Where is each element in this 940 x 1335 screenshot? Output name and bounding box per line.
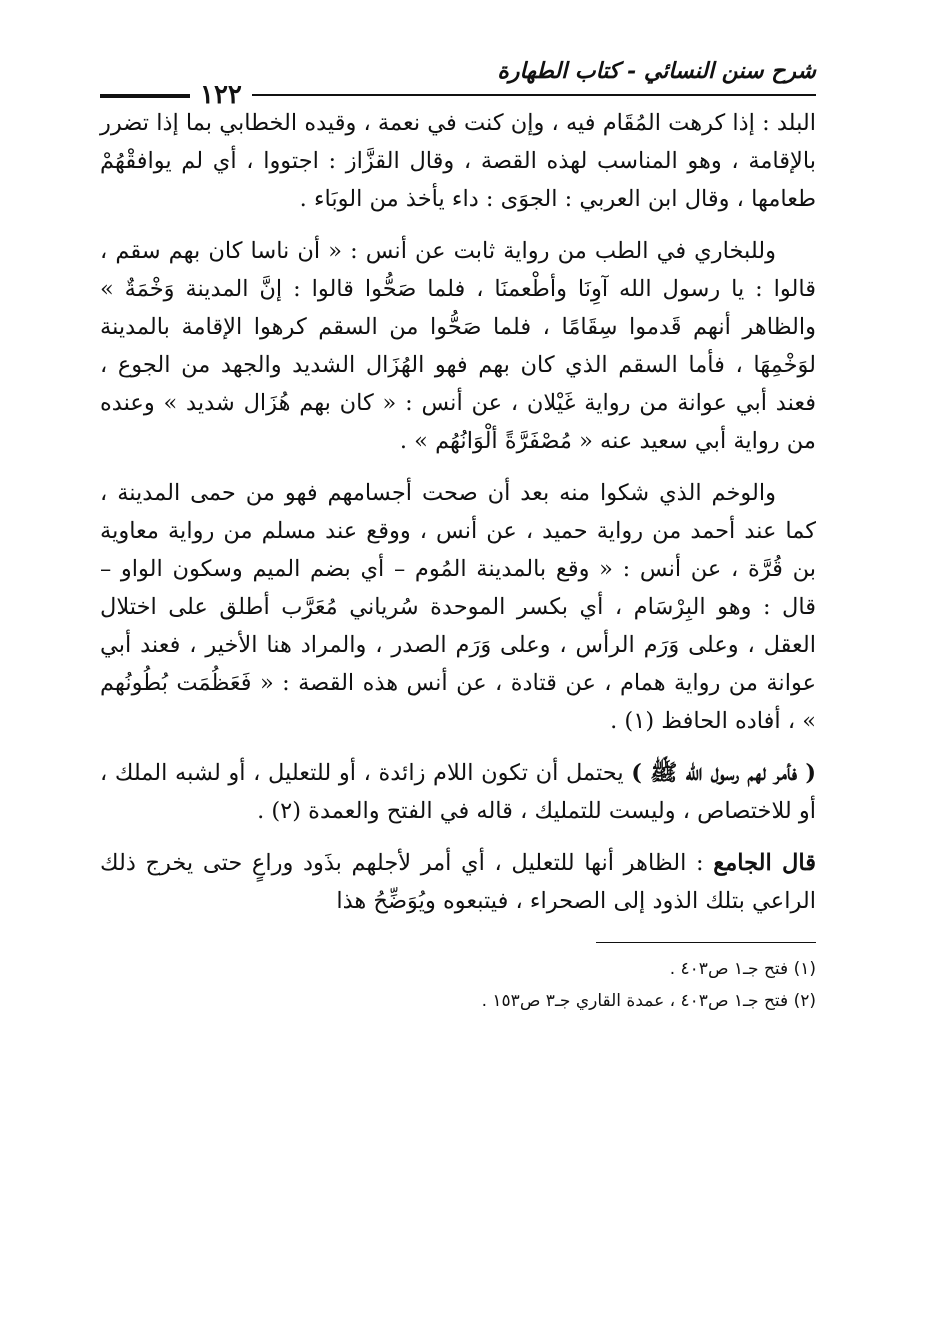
header-rule-short bbox=[100, 96, 190, 98]
footnotes bbox=[100, 953, 816, 1017]
paragraph-4-lead: ( فأمر لهم رسول الله ﷺ ) bbox=[631, 760, 816, 786]
paragraph-1: البلد : إذا كرهت المُقَام فيه ، وإن كنت في نعمة ، وقيده الخطابي بما إذا تضرر بالإقامة ، وهو المناسب لهذه القصة ، وقال القزَّاز : اجتووا ، أي لم يوافقْهُمْ طعامها ، وقال ابن العربي : الجوَى : داء يأخذ من الوبَاء . bbox=[100, 110, 816, 212]
page bbox=[100, 58, 816, 1017]
paragraph-4-text: يحتمل أن تكون اللام زائدة ، أو للتعليل ، أو لشبه الملك ، أو للاختصاص ، وليست للتمليك ، قاله في الفتح والعمدة (٢) . bbox=[100, 760, 816, 824]
page-number: ١٢٢ bbox=[190, 80, 252, 110]
paragraph-5-lead: قال الجامع bbox=[713, 850, 817, 876]
footnote-2: (٢) فتح جـ١ ص٤٠٣ ، عمدة القاري جـ٣ ص١٥٣ . bbox=[481, 991, 816, 1011]
footnote-rule bbox=[596, 942, 816, 943]
paragraph-4 bbox=[100, 754, 816, 830]
paragraph-5 bbox=[100, 844, 816, 920]
paragraph-3: والوخم الذي شكوا منه بعد أن صحت أجسامهم فهو من حمى المدينة ، كما عند أحمد من رواية حميد ، عن أنس ، ووقع عند مسلم من رواية معاوية بن قُرَّة ، عن أنس : « وقع بالمدينة المُوم – أي بضم الميم وسكون الواو – قال : وهو البِرْسَام ، أي بكسر الموحدة سُرياني مُعَرَّب أطلق على اختلال العقل ، وعلى وَرَم الرأس ، وعلى وَرَم الصدر ، والمراد هنا الأخير ، فعند أبي عوانة من رواية همام ، عن قتادة ، عن أنس هذه القصة : « فَعَظُمَت بُطُونُهم » ، أفاده الحافظ (١) . bbox=[100, 480, 816, 734]
paragraph-5-text: : الظاهر أنها للتعليل ، أي أمر لأجلهم بذَود وراعٍ حتى يخرج ذلك الراعي بتلك الذود إلى الصحراء ، فيتبعوه ويُوَضِّحُ هذا bbox=[100, 850, 816, 914]
running-header bbox=[100, 58, 816, 110]
footnote-1: (١) فتح جـ١ ص٤٠٣ . bbox=[669, 959, 816, 979]
running-title: شرح سنن النسائي - كتاب الطهارة bbox=[497, 58, 816, 84]
paragraph-2: وللبخاري في الطب من رواية ثابت عن أنس : « أن ناسا كان بهم سقم ، قالوا : يا رسول الله آوِنَا وأطْعمنَا ، فلما صَحُّوا قالوا : إنَّ المدينة وَخْمَةٌ » والظاهر أنهم قَدموا سِقَامًا ، فلما صَحُّوا من السقم كرهوا الإقامة بالمدينة لوَخْمِهَا ، فأما السقم الذي كان بهم فهو الهُزَال الشديد والجهد من الجوع ، فعند أبي عوانة من رواية غَيْلان ، عن أنس : « كان بهم هُزَال شديد » وعنده من رواية أبي سعيد عنه « مُصْفَرَّةً ألْوَانُهُم » . bbox=[100, 238, 816, 454]
body-text bbox=[100, 104, 816, 920]
